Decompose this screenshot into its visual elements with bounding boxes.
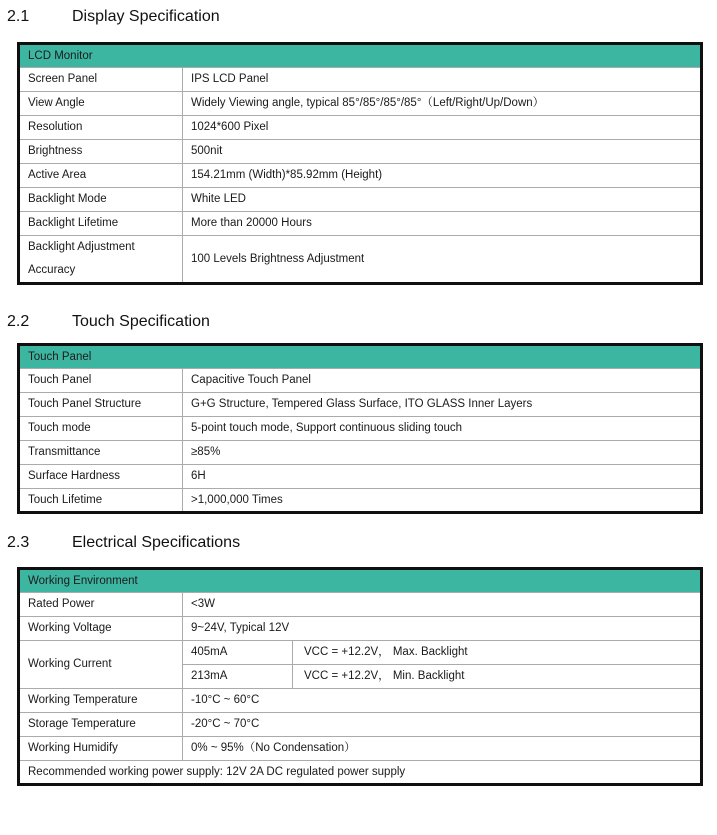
table-header: Working Environment — [19, 569, 702, 593]
spec-value: >1,000,000 Times — [183, 489, 702, 513]
spec-current-value: 213mA — [183, 665, 293, 689]
table-row — [19, 465, 702, 489]
spec-value: 5-point touch mode, Support continuous sliding touch — [183, 417, 702, 441]
spec-value: IPS LCD Panel — [183, 68, 702, 92]
spec-value: G+G Structure, Tempered Glass Surface, ITO GLASS Inner Layers — [183, 393, 702, 417]
spec-label: Working Temperature — [19, 689, 183, 713]
section-title: Touch Specification — [72, 313, 210, 330]
spec-label: Touch Panel Structure — [19, 393, 183, 417]
table-row — [19, 689, 702, 713]
spec-label: Screen Panel — [19, 68, 183, 92]
table-row — [19, 188, 702, 212]
table-footer-note: Recommended working power supply: 12V 2A DC regulated power supply — [19, 761, 702, 785]
table-row — [19, 641, 702, 665]
spec-value: 0% ~ 95%（No Condensation） — [183, 737, 702, 761]
section-electrical-specifications — [0, 532, 717, 786]
touch-panel-table — [17, 343, 703, 514]
section-number: 2.1 — [7, 8, 30, 25]
spec-label: Backlight Adjustment Accuracy — [19, 236, 183, 284]
table-row — [19, 164, 702, 188]
spec-value: White LED — [183, 188, 702, 212]
spec-label: Backlight Lifetime — [19, 212, 183, 236]
spec-label: Touch Lifetime — [19, 489, 183, 513]
working-environment-table — [17, 567, 703, 786]
table-row — [19, 212, 702, 236]
table-row — [19, 140, 702, 164]
spec-value: 9~24V, Typical 12V — [183, 617, 702, 641]
table-row — [19, 593, 702, 617]
spec-label: Backlight Mode — [19, 188, 183, 212]
spec-label: Surface Hardness — [19, 465, 183, 489]
spec-label: Active Area — [19, 164, 183, 188]
spec-label: View Angle — [19, 92, 183, 116]
table-row — [19, 68, 702, 92]
table-row — [19, 236, 702, 284]
table-header-row — [19, 345, 702, 369]
spec-value: 1024*600 Pixel — [183, 116, 702, 140]
section-heading — [7, 532, 717, 554]
table-row — [19, 737, 702, 761]
table-header: Touch Panel — [19, 345, 702, 369]
section-title: Display Specification — [72, 8, 220, 25]
spec-label: Working Humidify — [19, 737, 183, 761]
spec-condition: VCC = +12.2V， Min. Backlight — [293, 665, 702, 689]
spec-value: 100 Levels Brightness Adjustment — [183, 236, 702, 284]
spec-value: More than 20000 Hours — [183, 212, 702, 236]
spec-label: Transmittance — [19, 441, 183, 465]
spec-label: Working Current — [19, 641, 183, 689]
spec-label: Resolution — [19, 116, 183, 140]
table-row — [19, 393, 702, 417]
spec-value: Widely Viewing angle, typical 85°/85°/85°/85°（Left/Right/Up/Down） — [183, 92, 702, 116]
section-heading — [7, 0, 717, 28]
table-row — [19, 369, 702, 393]
table-row — [19, 92, 702, 116]
spec-current-value: 405mA — [183, 641, 293, 665]
section-title: Electrical Specifications — [72, 534, 241, 551]
table-row — [19, 617, 702, 641]
table-header-row — [19, 569, 702, 593]
spec-value: -20°C ~ 70°C — [183, 713, 702, 737]
section-heading — [7, 311, 717, 333]
section-number: 2.2 — [7, 313, 30, 330]
table-header-row — [19, 44, 702, 68]
table-header: LCD Monitor — [19, 44, 702, 68]
spec-label: Touch mode — [19, 417, 183, 441]
spec-label: Storage Temperature — [19, 713, 183, 737]
section-touch-specification — [0, 311, 717, 514]
spec-value: Capacitive Touch Panel — [183, 369, 702, 393]
spec-value: ≥85% — [183, 441, 702, 465]
spec-label: Touch Panel — [19, 369, 183, 393]
spec-value: <3W — [183, 593, 702, 617]
spec-value: -10°C ~ 60°C — [183, 689, 702, 713]
table-row — [19, 417, 702, 441]
table-footer-row — [19, 761, 702, 785]
spec-label: Rated Power — [19, 593, 183, 617]
spec-value: 6H — [183, 465, 702, 489]
table-row — [19, 489, 702, 513]
section-number: 2.3 — [7, 534, 30, 551]
spec-label: Brightness — [19, 140, 183, 164]
table-row — [19, 441, 702, 465]
spec-value: 154.21mm (Width)*85.92mm (Height) — [183, 164, 702, 188]
spec-label: Working Voltage — [19, 617, 183, 641]
spec-condition: VCC = +12.2V， Max. Backlight — [293, 641, 702, 665]
section-display-specification — [0, 0, 717, 285]
table-row — [19, 116, 702, 140]
lcd-monitor-table — [17, 42, 703, 285]
spec-value: 500nit — [183, 140, 702, 164]
table-row — [19, 713, 702, 737]
